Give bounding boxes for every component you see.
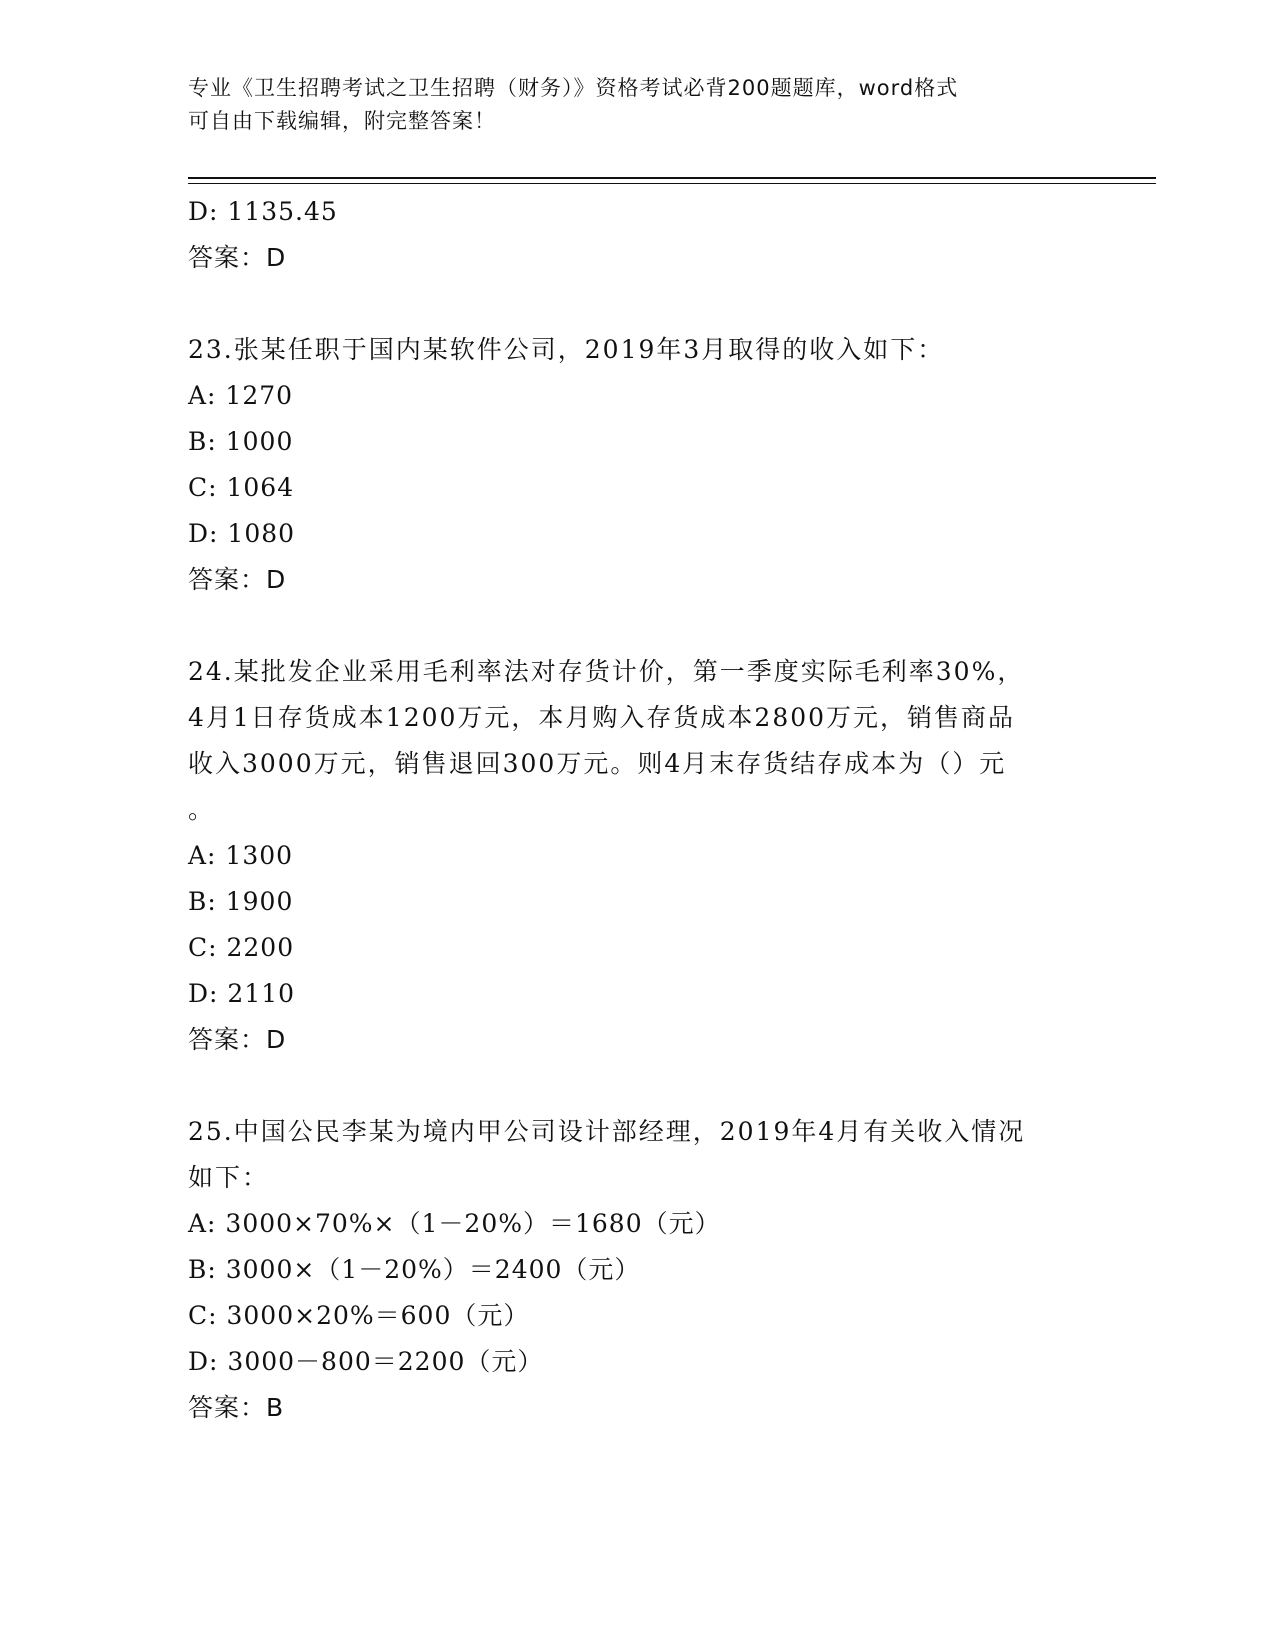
document-body [188, 189, 1088, 1431]
spacer [188, 1063, 1088, 1109]
answer: 答案：D [188, 1025, 287, 1054]
question-stem: 25.中国公民李某为境内甲公司设计部经理，2019年4月有关收入情况 [188, 1117, 1026, 1146]
question-23 [188, 327, 1088, 603]
option-b: B: 1900 [188, 887, 294, 916]
option-c: C: 3000×20%＝600（元） [188, 1301, 530, 1330]
question-stem: 24.某批发企业采用毛利率法对存货计价，第一季度实际毛利率30%， [188, 657, 1025, 686]
option-d: D: 2110 [188, 979, 296, 1008]
spacer [188, 281, 1088, 327]
answer: 答案：D [188, 565, 287, 594]
option-a: A: 1270 [188, 381, 294, 410]
option-d: D: 3000－800＝2200（元） [188, 1347, 544, 1376]
question-stem: 23.张某任职于国内某软件公司，2019年3月取得的收入如下： [188, 335, 945, 364]
option-a: A: 1300 [188, 841, 294, 870]
option-d: D: 1135.45 [188, 197, 338, 226]
question-25 [188, 1109, 1088, 1431]
option-c: C: 1064 [188, 473, 295, 502]
option-a: A: 3000×70%×（1－20%）＝1680（元） [188, 1209, 721, 1238]
header-line-1: 专业《卫生招聘考试之卫生招聘（财务）》资格考试必背200题题库，word格式 [188, 76, 959, 100]
header-line-2: 可自由下载编辑，附完整答案！ [188, 109, 496, 133]
option-b: B: 3000×（1－20%）＝2400（元） [188, 1255, 641, 1284]
question-24 [188, 649, 1088, 1063]
question-stem: 4月1日存货成本1200万元，本月购入存货成本2800万元，销售商品 [188, 703, 1016, 732]
option-b: B: 1000 [188, 427, 294, 456]
spacer [188, 603, 1088, 649]
question-stem: 收入3000万元，销售退回300万元。则4月末存货结存成本为（）元 [188, 749, 1007, 778]
question-stem: 如下： [188, 1163, 270, 1192]
header-divider [188, 177, 1156, 179]
header-divider-thin [188, 183, 1156, 184]
question-stem: 。 [188, 795, 216, 824]
answer: 答案：D [188, 243, 287, 272]
option-c: C: 2200 [188, 933, 295, 962]
answer: 答案：B [188, 1393, 285, 1422]
document-header [188, 72, 1088, 138]
option-d: D: 1080 [188, 519, 296, 548]
